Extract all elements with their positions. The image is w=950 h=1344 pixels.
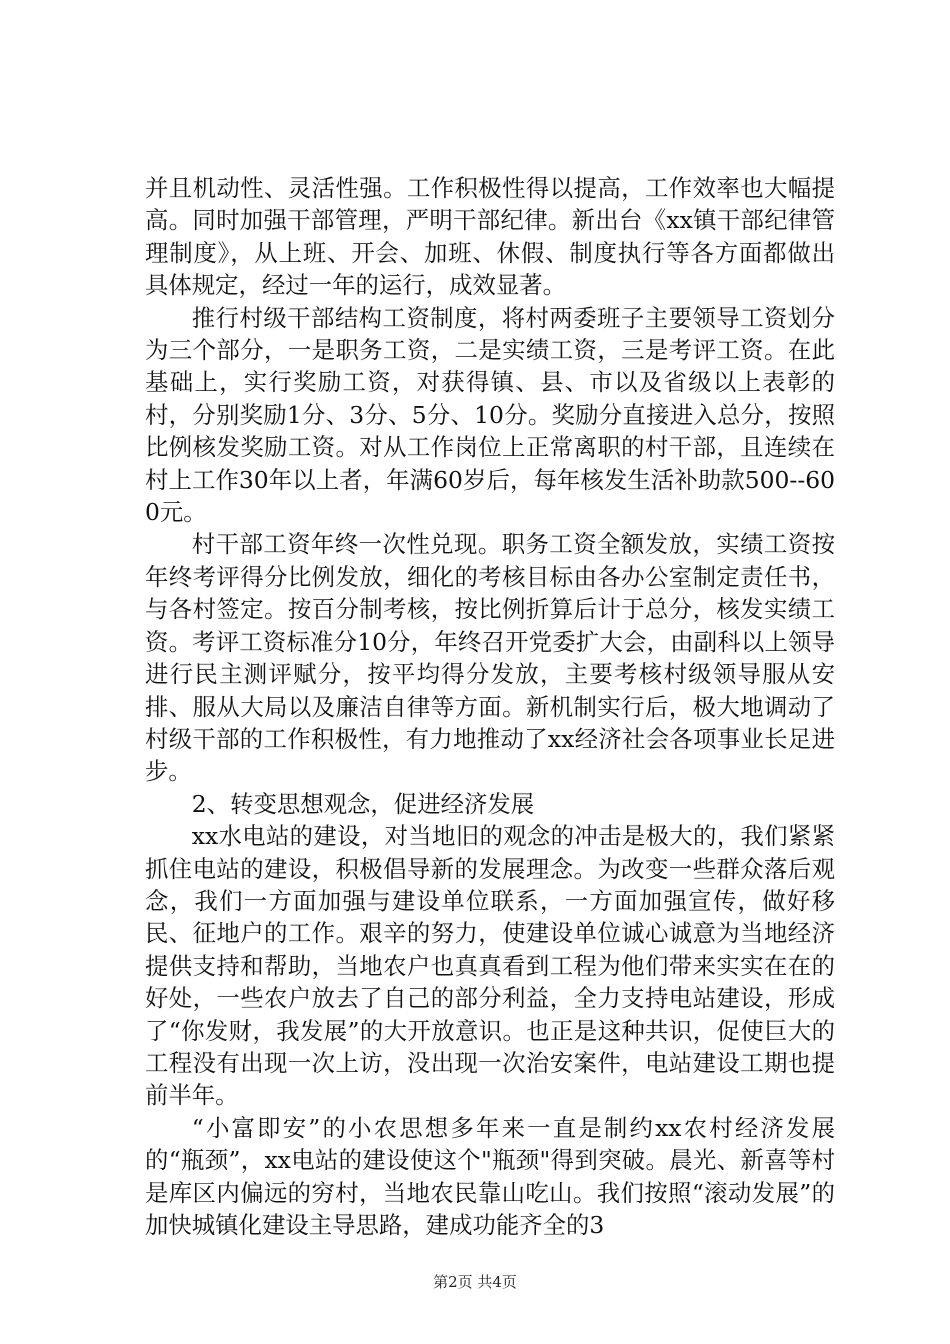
paragraph-salary-payment: 村干部工资年终一次性兑现。职务工资全额发放，实绩工资按年终考评得分比例发放，细化的考核目标由各办公室制定责任书，与各村签定。按百分制考核，按比例折算后计于总分，核发实绩工资。考评工资标准分10分，年终召开党委扩大会，由副科以上领导进行民主测评赋分，按平均得分发放，主要考核村级领导服从安排、服从大局以及廉洁自律等方面。新机制实行后，极大地调动了村级干部的工作积极性，有力地推动了xx经济社会各项事业长足进步。 xyxy=(145,530,835,786)
page-footer: 第2页 共4页 xyxy=(433,1273,517,1291)
paragraph-continuation: 并且机动性、灵活性强。工作积极性得以提高，工作效率也大幅提高。同时加强干部管理，严明干部纪律。新出台《xx镇干部纪律管理制度》，从上班、开会、加班、休假、制度执行等各方面都做出具体规定，经过一年的运行，成效显著。 xyxy=(145,174,835,300)
section-heading: 2、转变思想观念，促进经济发展 xyxy=(191,789,535,818)
paragraph-bottleneck: “小富即安”的小农思想多年来一直是制约xx农村经济发展的“瓶颈”，xx电站的建设使这个"瓶颈"得到突破。晨光、新喜等村是库区内偏远的穷村，当地农民靠山吃山。我们按照“滚动发展”的加快城镇化建设主导思路，建成功能齐全的3 xyxy=(145,1113,835,1239)
document-body xyxy=(145,172,835,1241)
paragraph-hydropower: xx水电站的建设，对当地旧的观念的冲击是极大的，我们紧紧抓住电站的建设，积极倡导新的发展理念。为改变一些群众落后观念，我们一方面加强与建设单位联系，一方面加强宣传，做好移民、征地户的工作。艰辛的努力，使建设单位诚心诚意为当地经济提供支持和帮助，当地农户也真真看到工程为他们带来实实在在的好处，一些农户放去了自己的部分利益，全力支持电站建设，形成了“你发财，我发展”的大开放意识。也正是这种共识，促使巨大的工程没有出现一次上访，没出现一次治安案件，电站建设工期也提前半年。 xyxy=(145,822,835,1110)
paragraph-salary-structure: 推行村级干部结构工资制度，将村两委班子主要领导工资划分为三个部分，一是职务工资，二是实绩工资，三是考评工资。在此基础上，实行奖励工资，对获得镇、县、市以及省级以上表彰的村，分别奖励1分、3分、5分、10分。奖励分直接进入总分，按照比例核发奖励工资。对从工作岗位上正常离职的村干部，且连续在村上工作30年以上者，年满60岁后，每年核发生活补助款500--600元。 xyxy=(145,303,835,527)
